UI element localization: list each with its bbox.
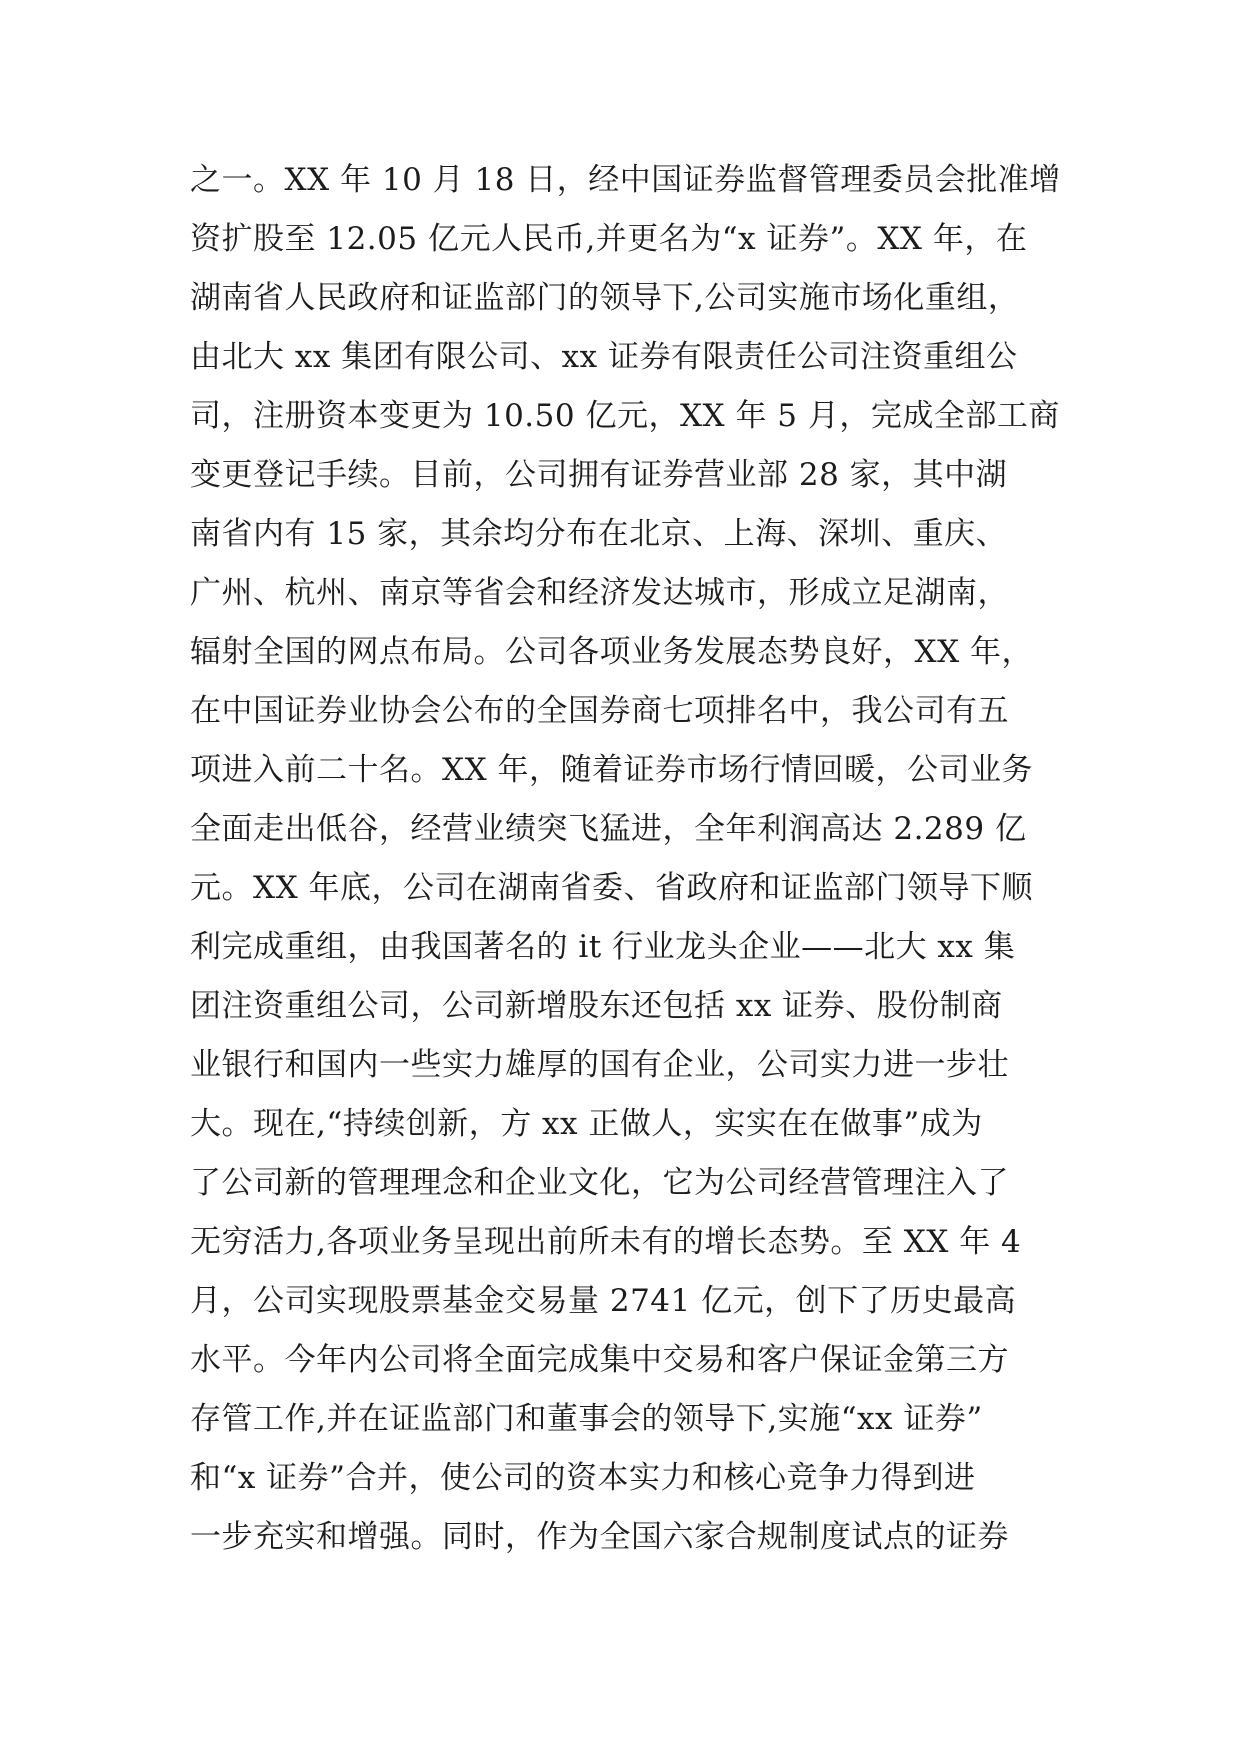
text-line-4: 由北大 xx 集团有限公司、xx 证券有限责任公司注资重组公: [190, 339, 1018, 375]
text-line-1: 之一。XX 年 10 月 18 日，经中国证券监督管理委员会批准增: [190, 162, 1061, 198]
text-line-11: 项进入前二十名。XX 年，随着证券市场行情回暖，公司业务: [190, 752, 1033, 788]
text-line-2: 资扩股至 12.05 亿元人民币,并更名为“x 证券”。XX 年，在: [190, 221, 1028, 257]
text-line-24: 一步充实和增强。同时，作为全国六家合规制度试点的证券: [190, 1519, 1009, 1555]
text-line-19: 无穷活力,各项业务呈现出前所未有的增长态势。至 XX 年 4: [190, 1224, 1022, 1260]
text-line-10: 在中国证券业协会公布的全国券商七项排名中，我公司有五: [190, 693, 1009, 729]
text-line-16: 业银行和国内一些实力雄厚的国有企业，公司实力进一步壮: [190, 1047, 1009, 1083]
text-line-18: 了公司新的管理理念和企业文化，它为公司经营管理注入了: [190, 1165, 1009, 1201]
text-line-5: 司，注册资本变更为 10.50 亿元，XX 年 5 月，完成全部工商: [190, 398, 1060, 434]
text-line-21: 水平。今年内公司将全面完成集中交易和客户保证金第三方: [190, 1342, 1009, 1378]
text-line-12: 全面走出低谷，经营业绩突飞猛进，全年利润高达 2.289 亿: [190, 811, 1027, 847]
text-line-22: 存管工作,并在证监部门和董事会的领导下,实施“xx 证券”: [190, 1401, 983, 1437]
text-line-23: 和“x 证券”合并，使公司的资本实力和核心竞争力得到进: [190, 1460, 976, 1496]
body-paragraph: [190, 162, 1070, 1578]
text-line-9: 辐射全国的网点布局。公司各项业务发展态势良好，XX 年，: [190, 634, 1033, 670]
text-line-13: 元。XX 年底，公司在湖南省委、省政府和证监部门领导下顺: [190, 870, 1033, 906]
text-line-7: 南省内有 15 家，其余均分布在北京、上海、深圳、重庆、: [190, 516, 1008, 552]
text-line-15: 团注资重组公司，公司新增股东还包括 xx 证券、股份制商: [190, 988, 1003, 1024]
text-line-20: 月，公司实现股票基金交易量 2741 亿元，创下了历史最高: [190, 1283, 1017, 1319]
text-line-6: 变更登记手续。目前，公司拥有证券营业部 28 家，其中湖: [190, 457, 1008, 493]
text-line-3: 湖南省人民政府和证监部门的领导下,公司实施市场化重组，: [190, 280, 1020, 316]
text-line-17: 大。现在,“持续创新，方 xx 正做人，实实在在做事”成为: [190, 1106, 983, 1142]
text-line-8: 广州、杭州、南京等省会和经济发达城市，形成立足湖南，: [190, 575, 1009, 611]
text-line-14: 利完成重组，由我国著名的 it 行业龙头企业——北大 xx 集: [190, 929, 1016, 965]
